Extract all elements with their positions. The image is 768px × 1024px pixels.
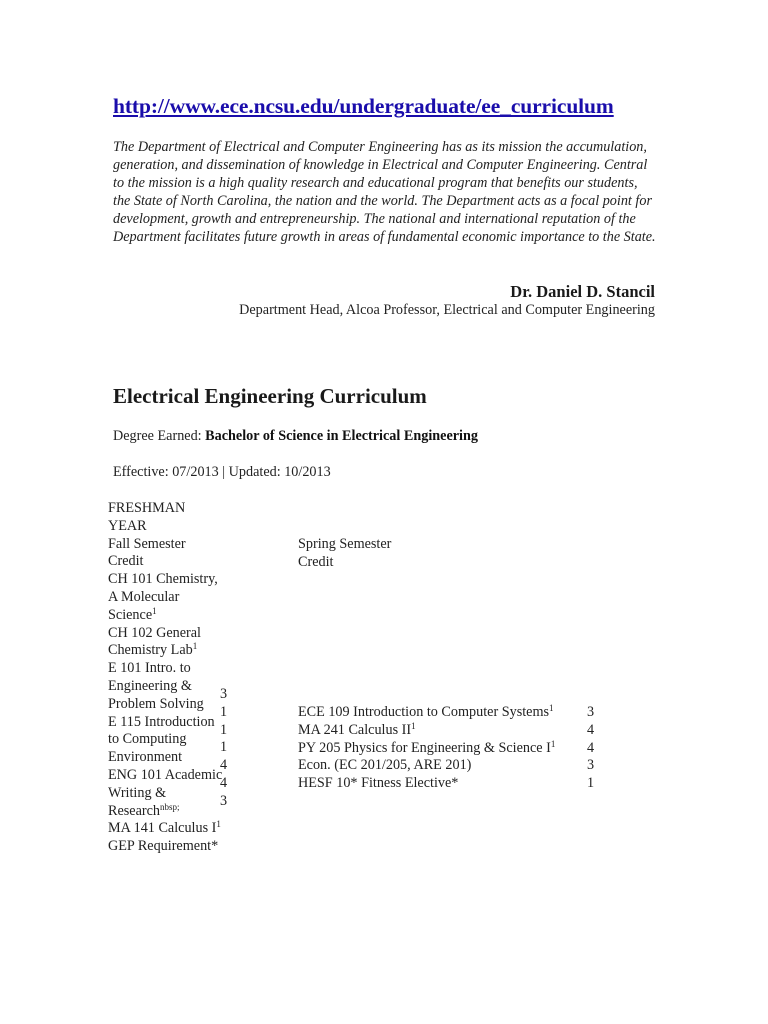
spring-credit-label: Credit [298,553,334,570]
mission-statement: The Department of Electrical and Computer Engineering has as its mission the accumulation, generation, and dissemination of knowledge in Electrical and Computer Engineering. Central to the mission is a high quality research and educational program that benefits our students, the State of North Carolina, the nation and the world. The Department acts as a focal point for development, growth and entrepreneurship. The national and international reputation of the Department facilitates future growth in areas of fundamental economic importance to the State. [113,139,656,245]
fall-course: E 101 Intro. to Engineering & Problem Solving [108,660,204,712]
effective-date: Effective: 07/2013 | Updated: 10/2013 [113,464,331,480]
fall-course: GEP Requirement* [108,838,219,855]
curriculum-url-link[interactable]: http://www.ece.ncsu.edu/undergraduate/ee_curriculum [113,94,614,118]
fall-column [108,500,226,856]
fall-credit: 1 [220,721,228,738]
fall-credit: 4 [220,757,228,774]
spring-credits [587,704,594,793]
spring-course: ECE 109 Introduction to Computer Systems$^1$ [298,703,554,720]
spring-semester-label: Spring Semester [298,536,392,552]
signature-title: Department Head, Alcoa Professor, Electrical and Computer Engineering [239,302,655,318]
spring-credit: 1 [587,775,595,792]
spring-course: HESF 10* Fitness Elective* [298,775,459,792]
degree-line [113,428,478,445]
degree-value: Bachelor of Science in Electrical Engineering [205,428,478,444]
fall-course: ENG 101 Academic Writing & Research$^{nbsp;}$ [108,766,223,819]
spring-credit: 3 [587,757,595,774]
spring-course: Econ. (EC 201/205, ARE 201) [298,757,472,774]
spring-credit: 4 [587,739,595,756]
spring-course: MA 241 Calculus $II^1$ [298,720,416,738]
spring-credit: 3 [587,704,595,720]
fall-credit: 3 [220,686,228,702]
spring-course: PY 205 Physics for Engineering & Science $I^1$ [298,738,556,756]
spring-courses [298,704,555,793]
fall-semester-label: Fall Semester [108,535,186,552]
fall-credit: 1 [220,739,228,756]
fall-credit: 3 [220,792,228,809]
freshman-year-label: FRESHMAN YEAR [108,500,186,534]
curriculum-title: Electrical Engineering Curriculum [113,384,427,408]
fall-credits [220,686,227,811]
spring-credit: 4 [587,721,595,738]
fall-credit: 1 [220,703,228,720]
fall-credit: 4 [220,774,228,791]
signature-name: Dr. Daniel D. Stancil [510,282,655,301]
spring-header [298,536,391,572]
fall-credit-label: Credit [108,553,144,570]
degree-label: Degree Earned: [113,428,202,444]
fall-course: CH 102 General Chemistry Lab$^1$ [108,624,201,659]
fall-course: CH 101 Chemistry, A Molecular Science$^1$ [108,571,218,623]
fall-course: MA 141 Calculus $I^1$ [108,819,221,837]
fall-course: E 115 Introduction to Computing Environment [108,713,215,766]
